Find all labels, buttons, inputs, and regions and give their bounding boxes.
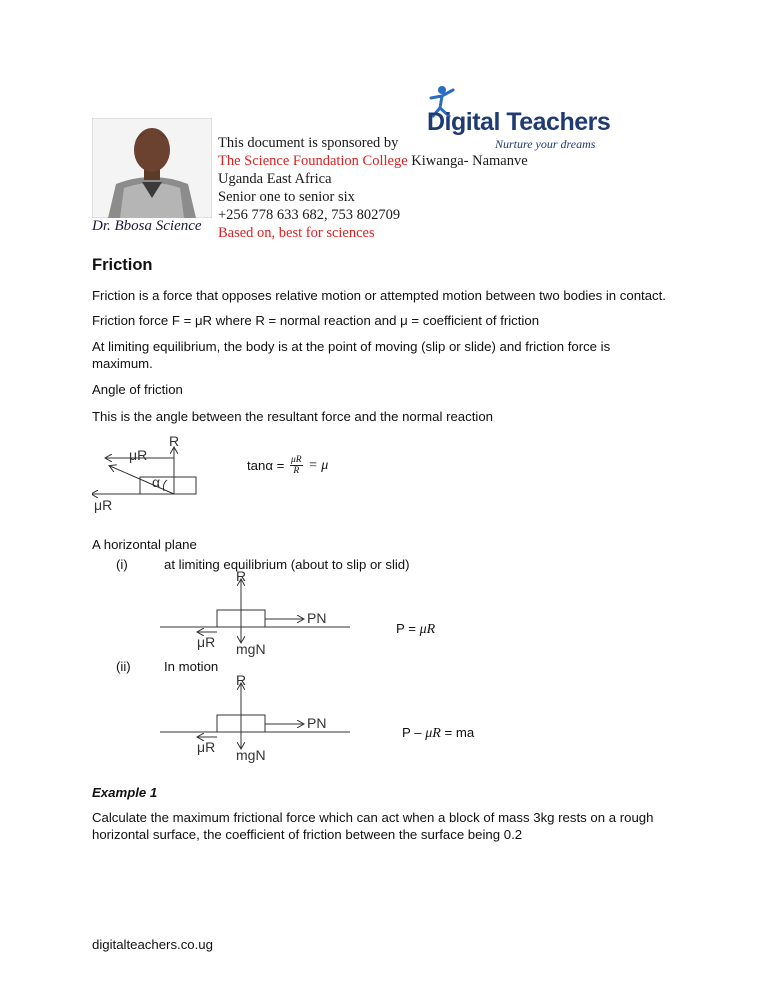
footer-url[interactable]: digitalteachers.co.ug — [92, 937, 213, 952]
page-title: Friction — [92, 256, 153, 274]
equation-rhs: = μ — [308, 458, 329, 473]
fraction-denominator: R — [293, 466, 300, 476]
logo-wordmark: Digital Teachers — [427, 108, 611, 136]
sponsor-motto: Based on, best for sciences — [218, 225, 375, 241]
sponsor-banner — [92, 118, 528, 241]
angle-definition: This is the angle between the resultant force and the normal reaction — [92, 409, 493, 424]
sponsor-line — [218, 152, 528, 170]
label-alpha: α — [152, 474, 161, 490]
label-mg: mgN — [236, 747, 266, 763]
in-motion-diagram — [160, 672, 360, 766]
horizontal-plane-title: A horizontal plane — [92, 537, 197, 552]
case-number: (i) — [116, 557, 128, 572]
limiting-equilibrium-diagram — [160, 568, 360, 660]
example-title: Example 1 — [92, 785, 158, 800]
signature: Dr. Bbosa Science — [92, 218, 202, 234]
label-r: R — [169, 433, 180, 449]
equation-lhs: tanα = — [247, 458, 285, 473]
angle-of-friction-diagram — [92, 433, 217, 516]
sponsor-line: This document is sponsored by — [218, 135, 399, 151]
sponsor-line: Uganda East Africa — [218, 171, 332, 187]
case-number: (ii) — [116, 659, 131, 674]
label-mu-r: μR — [197, 739, 216, 755]
label-mu-r-bottom: μR — [94, 497, 113, 513]
digital-teachers-logo — [425, 84, 611, 152]
label-mg: mgN — [236, 641, 266, 657]
equation-rhs: μR — [425, 726, 441, 741]
label-mu-r: μR — [197, 634, 216, 650]
fraction — [290, 455, 303, 476]
author-photo — [92, 118, 212, 218]
limiting-equation — [396, 620, 435, 638]
label-pn: PN — [307, 715, 327, 731]
example-text: Calculate the maximum frictional force which can act when a block of mass 3kg rests on a rough — [92, 810, 654, 825]
tan-alpha-equation — [247, 455, 328, 476]
angle-title: Angle of friction — [92, 382, 183, 397]
fraction-numerator: μR — [291, 455, 302, 465]
college-location: Kiwanga- Namanve — [411, 153, 528, 169]
limiting-text-cont: maximum. — [92, 356, 153, 371]
motion-equation — [402, 724, 474, 742]
definition-text: Friction is a force that opposes relative motion or attempted motion between two bodies in contact. — [92, 288, 666, 303]
logo-tagline: Nurture your dreams — [495, 137, 596, 151]
equation-lhs: P – — [402, 725, 422, 740]
formula-text: Friction force F = μR where R = normal reaction and μ = coefficient of friction — [92, 313, 540, 328]
label-mu-r-top: μR — [129, 447, 148, 463]
limiting-text: At limiting equilibrium, the body is at the point of moving (slip or slide) and friction force is — [92, 339, 611, 354]
equation-rhs: μR — [419, 622, 436, 637]
case-title: at limiting equilibrium (about to slip or slid) — [164, 557, 410, 572]
phone-numbers: +256 778 633 682, 753 802709 — [218, 207, 401, 223]
label-r: R — [236, 672, 247, 688]
case-title: In motion — [164, 659, 219, 674]
sponsor-line: Senior one to senior six — [218, 189, 355, 205]
example-text-cont: horizontal surface, the coefficient of friction between the surface being 0.2 — [92, 827, 523, 842]
college-name: The Science Foundation College — [218, 153, 408, 169]
equation-lhs: P = — [396, 621, 416, 636]
label-pn: PN — [307, 610, 327, 626]
label-r: R — [236, 568, 247, 584]
equation-tail: = ma — [444, 725, 475, 740]
